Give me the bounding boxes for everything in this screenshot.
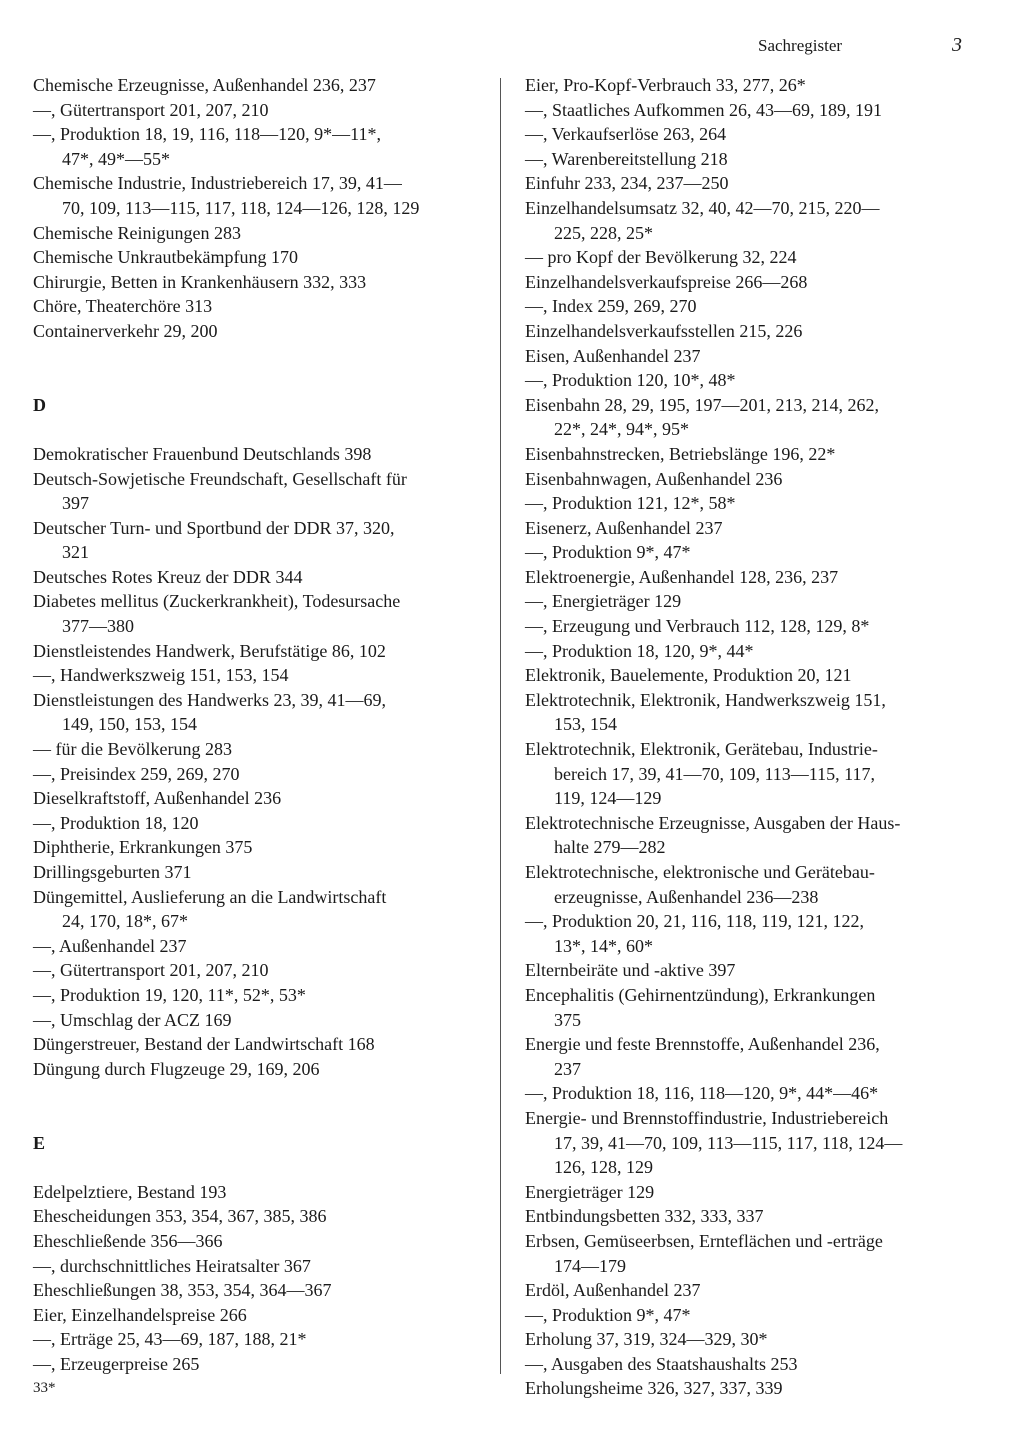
index-entry: Einzelhandelsverkaufsstellen 215, 226 <box>525 320 803 341</box>
index-entry-continuation: 149, 150, 153, 154 <box>62 714 197 735</box>
column-divider <box>500 78 501 1374</box>
index-entry: Drillingsgeburten 371 <box>33 862 192 882</box>
index-entry: —, Staatliches Aufkommen 26, 43—69, 189, 191 <box>525 99 882 120</box>
page-number: 3 <box>952 34 962 56</box>
index-entry: Edelpelztiere, Bestand 193 <box>33 1181 227 1202</box>
index-entry: Dienstleistungen des Handwerks 23, 39, 41—69, <box>33 689 386 710</box>
index-entry: Chirurgie, Betten in Krankenhäusern 332, 333 <box>33 271 367 292</box>
index-entry: Elternbeiräte und -aktive 397 <box>525 960 736 981</box>
index-entry: —, Ausgaben des Staatshaushalts 253 <box>525 1353 798 1374</box>
index-entry-continuation: 225, 228, 25* <box>554 222 653 243</box>
index-entry: Deutsches Rotes Kreuz der DDR 344 <box>33 566 303 587</box>
index-entry: —, Index 259, 269, 270 <box>525 296 697 317</box>
index-column-right <box>525 73 965 1401</box>
index-entry: —, Energieträger 129 <box>525 591 682 612</box>
index-entry: Eheschließungen 38, 353, 354, 364—367 <box>33 1280 332 1301</box>
index-entry: —, durchschnittliches Heiratsalter 367 <box>33 1255 311 1276</box>
index-entry: Chöre, Theaterchöre 313 <box>33 296 213 317</box>
index-entry: Elektrotechnische, elektronische und Gerätebau- <box>525 862 875 882</box>
index-entry-continuation: 24, 170, 18*, 67* <box>62 911 188 932</box>
index-entry: —, Verkaufserlöse 263, 264 <box>525 124 727 145</box>
index-entry: —, Produktion 9*, 47* <box>525 542 691 563</box>
index-entry: —, Erträge 25, 43—69, 187, 188, 21* <box>33 1329 307 1350</box>
index-entry-continuation: erzeugnisse, Außenhandel 236—238 <box>554 886 819 907</box>
section-letter-heading: E <box>33 1132 46 1153</box>
index-entry: Diabetes mellitus (Zuckerkrankheit), Todesursache <box>33 591 401 612</box>
index-entry-continuation: 321 <box>62 542 89 563</box>
index-entry: Einzelhandelsumsatz 32, 40, 42—70, 215, 220— <box>525 197 880 218</box>
index-entry-continuation: 70, 109, 113—115, 117, 118, 124—126, 128, 129 <box>62 197 420 218</box>
index-entry: —, Produktion 18, 116, 118—120, 9*, 44*—46* <box>525 1083 879 1104</box>
index-entry: —, Produktion 18, 120, 9*, 44* <box>525 640 754 661</box>
index-entry: Chemische Industrie, Industriebereich 17, 39, 41— <box>33 173 402 194</box>
index-entry: —, Erzeugung und Verbrauch 112, 128, 129, 8* <box>525 616 870 637</box>
index-entry: Einzelhandelsverkaufspreise 266—268 <box>525 271 808 292</box>
index-entry: Chemische Unkrautbekämpfung 170 <box>33 247 298 268</box>
running-header-title: Sachregister <box>758 36 843 55</box>
index-entry: —, Erzeugerpreise 265 <box>33 1353 200 1374</box>
index-entry: —, Produktion 18, 120 <box>33 812 199 833</box>
index-entry-continuation: 13*, 14*, 60* <box>554 935 653 956</box>
index-entry: Deutsch-Sowjetische Freundschaft, Gesellschaft für <box>33 468 407 489</box>
index-entry-continuation: 377—380 <box>62 616 134 637</box>
index-entry: Demokratischer Frauenbund Deutschlands 398 <box>33 443 372 464</box>
index-entry: —, Umschlag der ACZ 169 <box>33 1009 232 1030</box>
index-entry-continuation: 237 <box>554 1058 581 1079</box>
index-entry: Eier, Pro-Kopf-Verbrauch 33, 277, 26* <box>525 75 806 95</box>
index-entry-continuation: 126, 128, 129 <box>554 1157 653 1178</box>
index-entry-continuation: bereich 17, 39, 41—70, 109, 113—115, 117, <box>554 763 875 784</box>
index-entry: Düngemittel, Auslieferung an die Landwirtschaft <box>33 886 387 907</box>
index-entry: Elektrotechnische Erzeugnisse, Ausgaben der Haus- <box>525 812 901 833</box>
index-entry-continuation: 397 <box>62 493 89 514</box>
index-entry: Energie- und Brennstoffindustrie, Industriebereich <box>525 1107 889 1128</box>
index-entry: Dienstleistendes Handwerk, Berufstätige 86, 102 <box>33 640 386 661</box>
index-entry: Eisenerz, Außenhandel 237 <box>525 517 723 538</box>
index-entry-continuation: 22*, 24*, 94*, 95* <box>554 419 689 440</box>
index-entry: —, Außenhandel 237 <box>33 935 187 956</box>
index-entry: Entbindungsbetten 332, 333, 337 <box>525 1206 764 1227</box>
index-entry: Energieträger 129 <box>525 1181 655 1202</box>
index-entry: —, Produktion 18, 19, 116, 118—120, 9*—11*, <box>33 124 382 145</box>
index-entry: —, Produktion 121, 12*, 58* <box>525 493 736 514</box>
index-entry: Eisen, Außenhandel 237 <box>525 345 701 366</box>
index-entry-continuation: 153, 154 <box>554 714 617 735</box>
section-letter-heading: D <box>33 394 46 415</box>
index-entry: Deutscher Turn- und Sportbund der DDR 37, 320, <box>33 517 395 538</box>
sheet-signature: 33* <box>33 1380 56 1396</box>
index-entry: Elektrotechnik, Elektronik, Handwerkszweig 151, <box>525 689 886 710</box>
index-entry-continuation: 375 <box>554 1009 581 1030</box>
index-entry-continuation: halte 279—282 <box>554 837 666 858</box>
index-entry: Erdöl, Außenhandel 237 <box>525 1280 701 1301</box>
index-entry: —, Produktion 9*, 47* <box>525 1304 691 1325</box>
index-entry: Düngung durch Flugzeuge 29, 169, 206 <box>33 1058 320 1079</box>
index-entry: —, Produktion 120, 10*, 48* <box>525 370 736 391</box>
spacer <box>33 344 481 369</box>
index-entry: Chemische Reinigungen 283 <box>33 222 241 243</box>
index-entry: Elektronik, Bauelemente, Produktion 20, 121 <box>525 665 852 686</box>
index-entry: Erbsen, Gemüseerbsen, Ernteflächen und -erträge <box>525 1230 883 1251</box>
index-entry: — pro Kopf der Bevölkerung 32, 224 <box>525 247 797 268</box>
spacer <box>33 1081 481 1106</box>
index-entry: —, Gütertransport 201, 207, 210 <box>33 960 269 981</box>
index-entry: Eisenbahnwagen, Außenhandel 236 <box>525 468 783 489</box>
index-entry: Eheschließende 356—366 <box>33 1230 223 1251</box>
index-entry: Erholungsheime 326, 327, 337, 339 <box>525 1378 783 1399</box>
index-column-left <box>33 73 481 1376</box>
index-entry: —, Handwerkszweig 151, 153, 154 <box>33 665 289 686</box>
index-entry: Erholung 37, 319, 324—329, 30* <box>525 1329 768 1350</box>
spacer <box>33 368 481 393</box>
spacer <box>33 1155 481 1180</box>
spacer <box>33 417 481 442</box>
index-entry: Containerverkehr 29, 200 <box>33 320 218 341</box>
index-entry: Düngerstreuer, Bestand der Landwirtschaft 168 <box>33 1034 375 1055</box>
index-entry: Energie und feste Brennstoffe, Außenhandel 236, <box>525 1034 880 1055</box>
index-entry: —, Gütertransport 201, 207, 210 <box>33 99 269 120</box>
index-entry: Chemische Erzeugnisse, Außenhandel 236, 237 <box>33 75 376 95</box>
index-entry: Eier, Einzelhandelspreise 266 <box>33 1304 247 1325</box>
index-entry: Encephalitis (Gehirnentzündung), Erkrankungen <box>525 984 876 1005</box>
index-entry: Ehescheidungen 353, 354, 367, 385, 386 <box>33 1206 327 1227</box>
index-entry: —, Preisindex 259, 269, 270 <box>33 763 240 784</box>
index-entry: Einfuhr 233, 234, 237—250 <box>525 173 729 194</box>
index-entry: Elektroenergie, Außenhandel 128, 236, 237 <box>525 566 839 587</box>
index-entry-continuation: 47*, 49*—55* <box>62 148 170 169</box>
index-entry-continuation: 174—179 <box>554 1255 626 1276</box>
index-entry: —, Produktion 19, 120, 11*, 52*, 53* <box>33 984 306 1005</box>
index-entry: —, Produktion 20, 21, 116, 118, 119, 121, 122, <box>525 911 865 932</box>
index-entry: Diphtherie, Erkrankungen 375 <box>33 837 253 858</box>
index-entry: Eisenbahn 28, 29, 195, 197—201, 213, 214, 262, <box>525 394 879 415</box>
index-entry: Dieselkraftstoff, Außenhandel 236 <box>33 788 282 809</box>
index-entry: — für die Bevölkerung 283 <box>33 739 232 760</box>
index-entry: Eisenbahnstrecken, Betriebslänge 196, 22* <box>525 443 836 464</box>
index-entry: Elektrotechnik, Elektronik, Gerätebau, Industrie- <box>525 739 878 760</box>
index-entry: —, Warenbereitstellung 218 <box>525 148 728 169</box>
index-entry-continuation: 119, 124—129 <box>554 788 662 809</box>
index-entry-continuation: 17, 39, 41—70, 109, 113—115, 117, 118, 124— <box>554 1132 903 1153</box>
spacer <box>33 1106 481 1131</box>
